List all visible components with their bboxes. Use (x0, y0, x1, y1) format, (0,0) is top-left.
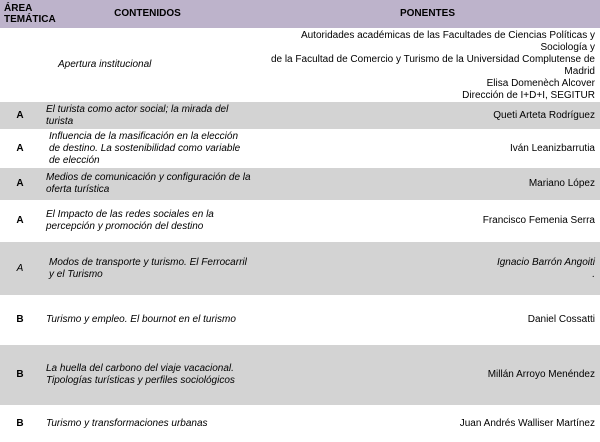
table-row (0, 200, 600, 242)
row-contenido: Influencia de la masificación en la elección de destino. La sostenibilidad como variable de elección (49, 130, 241, 166)
row-area: B (16, 314, 24, 325)
row-contenido: La huella del carbono del viaje vacacional. Tipologías turísticas y perfiles sociológicos (46, 363, 235, 386)
row-ponente: Mariano López (528, 178, 595, 189)
row-contenido: Modos de transporte y turismo. El Ferrocarril y el Turismo (49, 256, 247, 280)
row-ponente: Juan Andrés Walliser Martínez (459, 417, 595, 429)
opening-ponentes-line2: de la Facultad de Comercio y Turismo de la Universidad Complutense de (270, 54, 595, 65)
row-area: B (16, 369, 24, 380)
row-area: A (16, 215, 24, 226)
row-ponente-extra: . (592, 268, 595, 280)
row-area: A (16, 142, 24, 154)
row-ponente: Francisco Femenia Serra (482, 215, 595, 226)
row-ponente-name: Ignacio Barrón Angoiti (496, 256, 595, 268)
row-ponente: Daniel Cossatti (527, 314, 595, 325)
table-row (0, 168, 600, 200)
opening-contenido: Apertura institucional (58, 59, 152, 70)
table-row (0, 295, 600, 345)
row-contenido: El Impacto de las redes sociales en la percepción y promoción del destino (46, 209, 214, 232)
table-row (0, 102, 600, 129)
row-contenido: Medios de comunicación y configuración de la oferta turística (46, 172, 251, 195)
row-ponente: Queti Arteta Rodríguez (493, 109, 595, 121)
opening-ponentes-line1: Autoridades académicas de las Facultades de Ciencias Políticas y Sociología y (300, 30, 595, 53)
row-ponente (255, 242, 600, 295)
table-row (0, 242, 600, 295)
row-area: A (16, 109, 24, 121)
opening-row (0, 28, 600, 102)
row-contenido: El turista como actor social; la mirada del turista (46, 103, 229, 127)
opening-area (0, 28, 40, 102)
row-ponente: Iván Leanizbarrutia (509, 142, 595, 154)
table-row (0, 345, 600, 405)
row-area: A (16, 262, 24, 274)
table-row (0, 129, 600, 168)
header-area: ÁREA TEMÁTICA (4, 3, 56, 25)
table-row (0, 405, 600, 442)
row-contenido: Turismo y empleo. El bournot en el turismo (46, 314, 236, 325)
header-ponentes: PONENTES (399, 8, 455, 19)
row-ponente: Millán Arroyo Menéndez (487, 369, 595, 380)
row-contenido: Turismo y transformaciones urbanas (46, 417, 208, 429)
opening-ponentes (255, 28, 600, 102)
row-area: A (16, 178, 24, 189)
header-row (0, 0, 600, 28)
header-contenidos: CONTENIDOS (114, 8, 181, 19)
opening-ponentes-line5: Dirección de I+D+I, SEGITUR (462, 90, 595, 101)
opening-ponentes-line4: Elisa Domenèch Alcover (486, 78, 595, 89)
row-area: B (16, 417, 24, 429)
opening-ponentes-line3: Madrid (564, 66, 595, 77)
